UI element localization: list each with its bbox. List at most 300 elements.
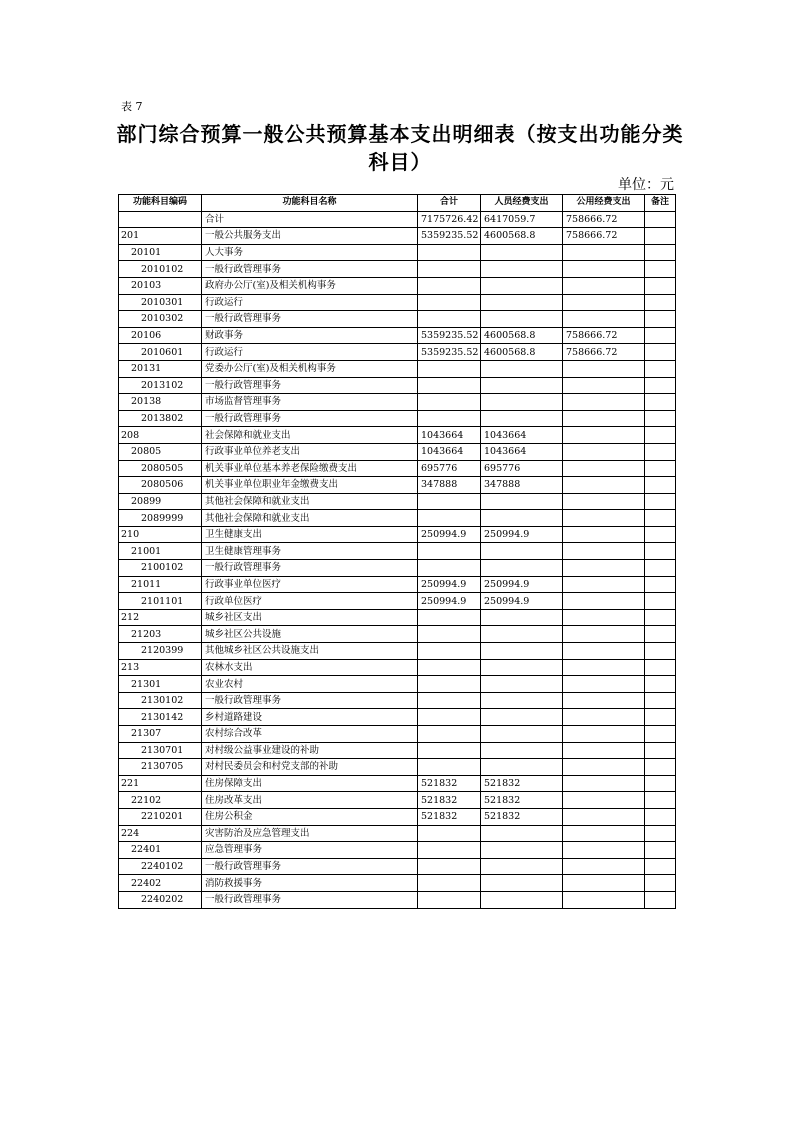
cell-total (418, 493, 481, 510)
cell-personnel (481, 261, 563, 278)
cell-total: 5359235.52 (418, 344, 481, 361)
cell-code: 221 (119, 775, 202, 792)
cell-personnel: 250994.9 (481, 593, 563, 610)
cell-personnel: 4600568.8 (481, 327, 563, 344)
cell-name: 一般行政管理事务 (202, 692, 418, 709)
cell-note (645, 443, 676, 460)
cell-code: 20131 (119, 360, 202, 377)
table-row (119, 643, 676, 660)
cell-personnel (481, 659, 563, 676)
cell-code: 21307 (119, 726, 202, 743)
cell-total (418, 543, 481, 560)
cell-code: 2010601 (119, 344, 202, 361)
cell-total (418, 311, 481, 328)
cell-code: 2089999 (119, 510, 202, 527)
unit-label: 单位：元 (618, 177, 674, 193)
cell-name: 其他城乡社区公共设施支出 (202, 643, 418, 660)
table-row (119, 775, 676, 792)
cell-code: 2101101 (119, 593, 202, 610)
cell-name: 行政运行 (202, 294, 418, 311)
cell-personnel: 250994.9 (481, 526, 563, 543)
cell-code: 2130701 (119, 742, 202, 759)
table-body (119, 211, 676, 908)
cell-name: 行政运行 (202, 344, 418, 361)
cell-name: 行政单位医疗 (202, 593, 418, 610)
cell-name: 财政事务 (202, 327, 418, 344)
table-row (119, 593, 676, 610)
cell-personnel: 4600568.8 (481, 344, 563, 361)
cell-total (418, 626, 481, 643)
cell-note (645, 526, 676, 543)
cell-note (645, 643, 676, 660)
cell-name: 一般行政管理事务 (202, 410, 418, 427)
cell-public (563, 742, 645, 759)
cell-total (418, 294, 481, 311)
cell-personnel (481, 277, 563, 294)
cell-code: 22102 (119, 792, 202, 809)
cell-public (563, 543, 645, 560)
cell-personnel (481, 676, 563, 693)
cell-total (418, 609, 481, 626)
cell-code: 2240102 (119, 858, 202, 875)
table-row (119, 759, 676, 776)
cell-code: 22401 (119, 842, 202, 859)
cell-personnel (481, 858, 563, 875)
table-row (119, 277, 676, 294)
cell-note (645, 891, 676, 908)
cell-note (645, 808, 676, 825)
cell-code: 2100102 (119, 560, 202, 577)
cell-note (645, 792, 676, 809)
header-name: 功能科目名称 (202, 195, 418, 212)
cell-total: 1043664 (418, 443, 481, 460)
cell-code: 2210201 (119, 808, 202, 825)
cell-personnel (481, 842, 563, 859)
cell-code: 22402 (119, 875, 202, 892)
cell-personnel (481, 626, 563, 643)
table-row (119, 443, 676, 460)
cell-code (119, 211, 202, 228)
cell-name: 卫生健康支出 (202, 526, 418, 543)
cell-public (563, 726, 645, 743)
header-personnel: 人员经费支出 (481, 195, 563, 212)
cell-personnel (481, 709, 563, 726)
cell-note (645, 261, 676, 278)
table-row (119, 327, 676, 344)
cell-code: 213 (119, 659, 202, 676)
cell-note (645, 228, 676, 245)
cell-personnel (481, 543, 563, 560)
cell-name: 农村综合改革 (202, 726, 418, 743)
cell-total (418, 244, 481, 261)
cell-personnel: 1043664 (481, 427, 563, 444)
cell-total (418, 676, 481, 693)
cell-personnel (481, 244, 563, 261)
cell-public (563, 261, 645, 278)
cell-code: 2010301 (119, 294, 202, 311)
cell-total (418, 759, 481, 776)
cell-public: 758666.72 (563, 228, 645, 245)
table-row (119, 261, 676, 278)
cell-total: 521832 (418, 808, 481, 825)
page-title: 部门综合预算一般公共预算基本支出明细表（按支出功能分类科目） (116, 122, 684, 174)
cell-code: 212 (119, 609, 202, 626)
cell-note (645, 775, 676, 792)
table-row (119, 244, 676, 261)
cell-personnel (481, 410, 563, 427)
cell-name: 社会保障和就业支出 (202, 427, 418, 444)
cell-code: 21001 (119, 543, 202, 560)
table-row (119, 825, 676, 842)
cell-note (645, 759, 676, 776)
table-row (119, 360, 676, 377)
header-public: 公用经费支出 (563, 195, 645, 212)
cell-name: 消防救援事务 (202, 875, 418, 892)
cell-note (645, 709, 676, 726)
cell-note (645, 360, 676, 377)
cell-code: 2130102 (119, 692, 202, 709)
cell-personnel (481, 360, 563, 377)
table-row (119, 493, 676, 510)
cell-public (563, 792, 645, 809)
table-row (119, 742, 676, 759)
cell-note (645, 875, 676, 892)
table-row (119, 891, 676, 908)
cell-note (645, 493, 676, 510)
cell-public (563, 477, 645, 494)
cell-public (563, 808, 645, 825)
table-row (119, 344, 676, 361)
cell-name: 一般公共服务支出 (202, 228, 418, 245)
cell-note (645, 211, 676, 228)
cell-total (418, 858, 481, 875)
cell-total: 1043664 (418, 427, 481, 444)
cell-public (563, 891, 645, 908)
table-row (119, 526, 676, 543)
cell-total (418, 891, 481, 908)
cell-name: 农林水支出 (202, 659, 418, 676)
cell-name: 住房公积金 (202, 808, 418, 825)
header-note: 备注 (645, 195, 676, 212)
cell-name: 应急管理事务 (202, 842, 418, 859)
cell-total (418, 410, 481, 427)
cell-note (645, 311, 676, 328)
cell-public (563, 759, 645, 776)
cell-name: 一般行政管理事务 (202, 891, 418, 908)
cell-code: 2080505 (119, 460, 202, 477)
cell-personnel: 521832 (481, 792, 563, 809)
table-row (119, 676, 676, 693)
cell-public (563, 510, 645, 527)
table-row (119, 726, 676, 743)
cell-public (563, 294, 645, 311)
cell-code: 224 (119, 825, 202, 842)
cell-personnel (481, 394, 563, 411)
table-row (119, 875, 676, 892)
header-total: 合计 (418, 195, 481, 212)
cell-code: 21301 (119, 676, 202, 693)
cell-public (563, 493, 645, 510)
cell-public (563, 277, 645, 294)
cell-public (563, 593, 645, 610)
cell-public (563, 842, 645, 859)
cell-code: 2120399 (119, 643, 202, 660)
table-row (119, 410, 676, 427)
cell-personnel (481, 726, 563, 743)
cell-public (563, 626, 645, 643)
cell-code: 2130705 (119, 759, 202, 776)
table-number: 表 7 (121, 100, 143, 113)
table-row (119, 709, 676, 726)
cell-note (645, 327, 676, 344)
cell-note (645, 676, 676, 693)
cell-total (418, 709, 481, 726)
cell-code: 20103 (119, 277, 202, 294)
table-row (119, 626, 676, 643)
cell-personnel (481, 692, 563, 709)
cell-total (418, 875, 481, 892)
cell-name: 一般行政管理事务 (202, 560, 418, 577)
cell-total: 695776 (418, 460, 481, 477)
cell-personnel: 695776 (481, 460, 563, 477)
cell-personnel (481, 742, 563, 759)
cell-public (563, 576, 645, 593)
cell-personnel (481, 759, 563, 776)
cell-public (563, 709, 645, 726)
cell-note (645, 460, 676, 477)
table-row (119, 377, 676, 394)
cell-public: 758666.72 (563, 211, 645, 228)
cell-code: 20101 (119, 244, 202, 261)
cell-personnel (481, 891, 563, 908)
cell-note (645, 427, 676, 444)
cell-name: 住房改革支出 (202, 792, 418, 809)
cell-personnel: 521832 (481, 808, 563, 825)
table-row (119, 692, 676, 709)
cell-public (563, 609, 645, 626)
table-row (119, 560, 676, 577)
cell-note (645, 277, 676, 294)
cell-personnel: 6417059.7 (481, 211, 563, 228)
cell-personnel: 521832 (481, 775, 563, 792)
cell-note (645, 742, 676, 759)
cell-personnel: 4600568.8 (481, 228, 563, 245)
cell-note (645, 377, 676, 394)
cell-code: 20805 (119, 443, 202, 460)
cell-personnel (481, 875, 563, 892)
cell-note (645, 244, 676, 261)
cell-public: 758666.72 (563, 344, 645, 361)
cell-name: 机关事业单位基本养老保险缴费支出 (202, 460, 418, 477)
cell-personnel (481, 311, 563, 328)
cell-code: 2130142 (119, 709, 202, 726)
cell-total (418, 825, 481, 842)
cell-total: 5359235.52 (418, 228, 481, 245)
cell-code: 208 (119, 427, 202, 444)
cell-public: 758666.72 (563, 327, 645, 344)
cell-personnel: 1043664 (481, 443, 563, 460)
cell-name: 城乡社区公共设施 (202, 626, 418, 643)
table-row (119, 659, 676, 676)
cell-public (563, 643, 645, 660)
cell-total (418, 394, 481, 411)
cell-name: 合计 (202, 211, 418, 228)
cell-public (563, 775, 645, 792)
cell-name: 行政事业单位养老支出 (202, 443, 418, 460)
cell-name: 一般行政管理事务 (202, 858, 418, 875)
table-row (119, 427, 676, 444)
cell-note (645, 560, 676, 577)
cell-personnel: 250994.9 (481, 576, 563, 593)
cell-note (645, 294, 676, 311)
cell-code: 2010302 (119, 311, 202, 328)
cell-total (418, 742, 481, 759)
cell-note (645, 858, 676, 875)
cell-note (645, 692, 676, 709)
cell-public (563, 427, 645, 444)
cell-personnel (481, 294, 563, 311)
cell-name: 对村级公益事业建设的补助 (202, 742, 418, 759)
cell-code: 2240202 (119, 891, 202, 908)
header-row (119, 195, 676, 212)
cell-total: 250994.9 (418, 593, 481, 610)
cell-name: 农业农村 (202, 676, 418, 693)
cell-personnel (481, 560, 563, 577)
cell-personnel (481, 825, 563, 842)
cell-name: 住房保障支出 (202, 775, 418, 792)
table-row (119, 228, 676, 245)
cell-note (645, 344, 676, 361)
cell-public (563, 410, 645, 427)
cell-public (563, 526, 645, 543)
header-code: 功能科目编码 (119, 195, 202, 212)
table-row (119, 394, 676, 411)
cell-code: 20106 (119, 327, 202, 344)
cell-note (645, 576, 676, 593)
cell-total: 250994.9 (418, 526, 481, 543)
table-row (119, 311, 676, 328)
table-row (119, 842, 676, 859)
cell-note (645, 659, 676, 676)
cell-code: 210 (119, 526, 202, 543)
cell-name: 乡村道路建设 (202, 709, 418, 726)
cell-code: 2013802 (119, 410, 202, 427)
cell-name: 灾害防治及应急管理支出 (202, 825, 418, 842)
table-row (119, 211, 676, 228)
cell-name: 党委办公厅(室)及相关机构事务 (202, 360, 418, 377)
cell-note (645, 394, 676, 411)
table-row (119, 576, 676, 593)
cell-note (645, 726, 676, 743)
cell-name: 市场监督管理事务 (202, 394, 418, 411)
cell-public (563, 659, 645, 676)
cell-total (418, 842, 481, 859)
cell-name: 人大事务 (202, 244, 418, 261)
cell-total (418, 510, 481, 527)
cell-personnel: 347888 (481, 477, 563, 494)
cell-public (563, 443, 645, 460)
table-row (119, 858, 676, 875)
cell-code: 21203 (119, 626, 202, 643)
cell-name: 其他社会保障和就业支出 (202, 510, 418, 527)
cell-code: 2013102 (119, 377, 202, 394)
cell-code: 21011 (119, 576, 202, 593)
cell-total (418, 726, 481, 743)
cell-code: 20138 (119, 394, 202, 411)
cell-total: 250994.9 (418, 576, 481, 593)
cell-note (645, 842, 676, 859)
table-row (119, 808, 676, 825)
cell-name: 行政事业单位医疗 (202, 576, 418, 593)
cell-total: 347888 (418, 477, 481, 494)
cell-public (563, 311, 645, 328)
cell-name: 一般行政管理事务 (202, 311, 418, 328)
cell-total (418, 261, 481, 278)
table-row (119, 477, 676, 494)
cell-total (418, 659, 481, 676)
cell-personnel (481, 609, 563, 626)
cell-note (645, 510, 676, 527)
cell-code: 2080506 (119, 477, 202, 494)
cell-name: 政府办公厅(室)及相关机构事务 (202, 277, 418, 294)
table-row (119, 792, 676, 809)
cell-personnel (481, 377, 563, 394)
cell-note (645, 825, 676, 842)
cell-public (563, 360, 645, 377)
cell-note (645, 593, 676, 610)
cell-name: 其他社会保障和就业支出 (202, 493, 418, 510)
table-row (119, 609, 676, 626)
cell-total (418, 560, 481, 577)
cell-total (418, 360, 481, 377)
table-row (119, 294, 676, 311)
cell-personnel (481, 510, 563, 527)
cell-name: 城乡社区支出 (202, 609, 418, 626)
cell-public (563, 676, 645, 693)
cell-note (645, 410, 676, 427)
cell-name: 一般行政管理事务 (202, 261, 418, 278)
cell-public (563, 825, 645, 842)
cell-code: 20899 (119, 493, 202, 510)
cell-code: 201 (119, 228, 202, 245)
cell-name: 机关事业单位职业年金缴费支出 (202, 477, 418, 494)
cell-public (563, 460, 645, 477)
cell-name: 对村民委员会和村党支部的补助 (202, 759, 418, 776)
cell-personnel (481, 643, 563, 660)
cell-total (418, 692, 481, 709)
cell-total (418, 277, 481, 294)
cell-public (563, 560, 645, 577)
cell-code: 2010102 (119, 261, 202, 278)
table-row (119, 543, 676, 560)
cell-public (563, 875, 645, 892)
cell-note (645, 626, 676, 643)
cell-total: 7175726.42 (418, 211, 481, 228)
cell-total: 5359235.52 (418, 327, 481, 344)
table-row (119, 510, 676, 527)
cell-public (563, 244, 645, 261)
budget-table (118, 194, 676, 909)
table-row (119, 460, 676, 477)
cell-public (563, 394, 645, 411)
cell-public (563, 858, 645, 875)
cell-total (418, 643, 481, 660)
cell-total: 521832 (418, 775, 481, 792)
cell-note (645, 543, 676, 560)
cell-note (645, 609, 676, 626)
cell-note (645, 477, 676, 494)
cell-name: 一般行政管理事务 (202, 377, 418, 394)
